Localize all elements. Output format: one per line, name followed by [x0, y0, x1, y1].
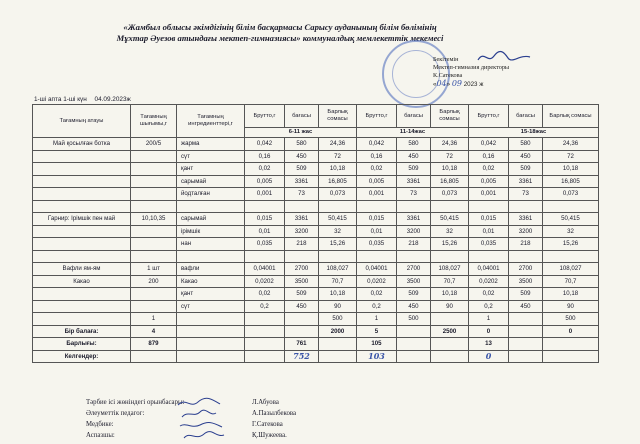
total-cell: [319, 250, 357, 263]
price-cell: [285, 313, 319, 326]
price-cell: 450: [285, 150, 319, 163]
header-price: бағасы: [509, 105, 543, 128]
gross-cell: [469, 200, 509, 213]
signature-role: Әлеуметтік педагог:: [86, 410, 145, 417]
price-cell: 509: [509, 163, 543, 176]
gross-cell: 0,005: [357, 175, 397, 188]
signature-role: Тәрбие ісі жөніндегі орынбасары:: [86, 399, 185, 406]
age-group-1: 6-11 жас: [245, 128, 357, 138]
gross-cell: 0,2: [245, 300, 285, 313]
table-row: [33, 263, 599, 276]
signature-name: Қ.Шужеева.: [252, 432, 287, 439]
signature-name: Г.Сатекова: [252, 421, 283, 428]
menu-table: [32, 104, 599, 363]
dish-cell: [33, 313, 131, 326]
total-cell: 16,805: [543, 175, 599, 188]
gross-cell: [245, 313, 285, 326]
approval-date-month: 09: [451, 79, 462, 88]
total-cell: 108,027: [543, 263, 599, 276]
price-cell: 3361: [509, 175, 543, 188]
price-cell: 450: [285, 300, 319, 313]
gross-cell: [245, 200, 285, 213]
total-cell: 72: [431, 150, 469, 163]
price-cell: 580: [285, 138, 319, 151]
gross-cell: 0,16: [357, 150, 397, 163]
gross-cell: 0,001: [357, 188, 397, 201]
yield-cell: [131, 188, 177, 201]
price-cell: 218: [397, 238, 431, 251]
total-label: Барлығы:: [33, 338, 131, 351]
gross-cell: 0,04001: [357, 263, 397, 276]
day-date: 04.09.2023ж: [94, 96, 131, 103]
approval-date-day: 04: [436, 79, 447, 88]
gross-cell: 0,0202: [469, 275, 509, 288]
price-cell: 509: [285, 288, 319, 301]
total-cell: 72: [543, 150, 599, 163]
total-cell: 15,26: [431, 238, 469, 251]
price-cell: 3200: [397, 225, 431, 238]
total-cell: 50,415: [431, 213, 469, 226]
approval-date-year: 2023 ж: [463, 81, 484, 88]
header-line-2: Мұхтар Әуезов атындағы мектеп-гимназиясы» коммуналдық мемлекеттік мекемесі: [116, 33, 444, 43]
per-child-value: 2000: [319, 325, 357, 338]
price-cell: 450: [509, 150, 543, 163]
approval-title: Бекітемін: [433, 56, 459, 63]
table-row: [33, 275, 599, 288]
price-cell: 218: [285, 238, 319, 251]
price-cell: 509: [509, 288, 543, 301]
price-cell: 3361: [397, 175, 431, 188]
total-cell: [431, 313, 469, 326]
total-cell: 24,36: [543, 138, 599, 151]
total-cell: 90: [543, 300, 599, 313]
yield-cell: 200: [131, 275, 177, 288]
ingredient-cell: жарма: [177, 138, 245, 151]
table-row: [33, 288, 599, 301]
yield-cell: 1: [131, 313, 177, 326]
total-cell: [319, 200, 357, 213]
day-label: 1-ші апта 1-ші күн: [34, 96, 87, 103]
gross-cell: 0,0202: [245, 275, 285, 288]
total-cell: [543, 250, 599, 263]
price-cell: 73: [285, 188, 319, 201]
yield-cell: [131, 250, 177, 263]
price-cell: 450: [397, 300, 431, 313]
price-cell: 3200: [285, 225, 319, 238]
ingredient-cell: сарымай: [177, 175, 245, 188]
price-cell: 3200: [509, 225, 543, 238]
price-cell: [285, 250, 319, 263]
total-cell: [543, 200, 599, 213]
gross-cell: 0,042: [245, 138, 285, 151]
ingredient-cell: сүт: [177, 150, 245, 163]
gross-cell: 0,02: [357, 288, 397, 301]
total-cell: [431, 200, 469, 213]
price-cell: [509, 200, 543, 213]
approval-position: Мектеп-гимназия директоры: [433, 64, 510, 71]
total-cell: 10,18: [319, 163, 357, 176]
ingredient-cell: нан: [177, 238, 245, 251]
gross-cell: [469, 250, 509, 263]
total-cell: 0,073: [431, 188, 469, 201]
dish-cell: Какао: [33, 275, 131, 288]
header-gross: Брутто,г: [357, 105, 397, 128]
document-header: [60, 22, 500, 44]
gross-cell: 0,01: [357, 225, 397, 238]
price-cell: 2700: [397, 263, 431, 276]
price-cell: 218: [509, 238, 543, 251]
table-row: [33, 163, 599, 176]
dish-cell: [33, 225, 131, 238]
table-row: [33, 150, 599, 163]
gross-cell: 0,02: [245, 288, 285, 301]
total-cell: 70,7: [319, 275, 357, 288]
attendance-handwritten: 752: [285, 350, 319, 363]
dish-cell: [33, 300, 131, 313]
gross-cell: 0,02: [245, 163, 285, 176]
header-line-1: «Жамбыл облысы әкімдігінің білім басқармасы Сарысу ауданының білім бөлімінің: [123, 22, 437, 32]
yield-cell: [131, 288, 177, 301]
handwritten-signature: [176, 430, 236, 442]
per-child-value: 5: [357, 325, 397, 338]
gross-cell: 0,035: [469, 238, 509, 251]
header-total: Барлық сомасы: [543, 105, 599, 128]
dish-cell: [33, 188, 131, 201]
total-value: 13: [469, 338, 509, 351]
gross-cell: 1: [469, 313, 509, 326]
total-cell: 500: [543, 313, 599, 326]
gross-cell: 0,015: [469, 213, 509, 226]
total-cell: 90: [431, 300, 469, 313]
ingredient-cell: [177, 200, 245, 213]
header-price: бағасы: [397, 105, 431, 128]
total-cell: 90: [319, 300, 357, 313]
yield-cell: [131, 300, 177, 313]
table-row: [33, 213, 599, 226]
gross-cell: 0,001: [245, 188, 285, 201]
dish-cell: [33, 250, 131, 263]
per-child-value: 0: [543, 325, 599, 338]
price-cell: 509: [397, 163, 431, 176]
total-cell: [431, 250, 469, 263]
price-cell: [397, 250, 431, 263]
menu-body: [33, 138, 599, 363]
price-cell: 3361: [397, 213, 431, 226]
total-value: 105: [357, 338, 397, 351]
gross-cell: 0,16: [245, 150, 285, 163]
price-cell: 3361: [285, 213, 319, 226]
attendance-label: Келгендер:: [33, 350, 131, 363]
attendance-handwritten: 103: [357, 350, 397, 363]
price-cell: 500: [397, 313, 431, 326]
gross-cell: 0,001: [469, 188, 509, 201]
signature-role: Медбике:: [86, 421, 114, 428]
gross-cell: 0,042: [469, 138, 509, 151]
gross-cell: 0,2: [469, 300, 509, 313]
header-dish: Тағамның атауы: [33, 105, 131, 138]
total-cell: 0,073: [543, 188, 599, 201]
gross-cell: 0,0202: [357, 275, 397, 288]
price-cell: 450: [509, 300, 543, 313]
table-header-row: [33, 105, 599, 128]
ingredient-cell: вафли: [177, 263, 245, 276]
per-child-row: [33, 325, 599, 338]
price-cell: [397, 200, 431, 213]
gross-cell: 0,015: [357, 213, 397, 226]
ingredient-cell: Какао: [177, 275, 245, 288]
dish-cell: [33, 150, 131, 163]
table-row: [33, 200, 599, 213]
total-cell: 70,7: [543, 275, 599, 288]
total-cell: 32: [431, 225, 469, 238]
price-cell: 509: [285, 163, 319, 176]
header-gross: Брутто,г: [245, 105, 285, 128]
total-cell: 108,027: [319, 263, 357, 276]
total-cell: 24,36: [319, 138, 357, 151]
table-row: [33, 175, 599, 188]
total-value: 761: [285, 338, 319, 351]
per-child-value: 4: [131, 325, 177, 338]
gross-cell: [357, 250, 397, 263]
attendance-row: [33, 350, 599, 363]
yield-cell: 10,10,35: [131, 213, 177, 226]
total-cell: 10,18: [319, 288, 357, 301]
table-row: [33, 188, 599, 201]
header-price: бағасы: [285, 105, 319, 128]
dish-cell: Гарнир: Ірімшік пен май: [33, 213, 131, 226]
gross-cell: 0,01: [469, 225, 509, 238]
header-total: Барлық сомасы: [431, 105, 469, 128]
price-cell: 580: [397, 138, 431, 151]
total-cell: 24,36: [431, 138, 469, 151]
price-cell: 3361: [285, 175, 319, 188]
price-cell: 3500: [509, 275, 543, 288]
total-cell: 500: [319, 313, 357, 326]
dish-cell: [33, 200, 131, 213]
header-total: Барлық сомасы: [319, 105, 357, 128]
total-cell: 16,805: [319, 175, 357, 188]
yield-cell: [131, 200, 177, 213]
dish-cell: Вафли ям-ям: [33, 263, 131, 276]
price-cell: 450: [397, 150, 431, 163]
gross-cell: 0,2: [357, 300, 397, 313]
total-cell: 15,26: [543, 238, 599, 251]
gross-cell: 0,16: [469, 150, 509, 163]
approval-director: К.Сатекова: [433, 72, 463, 79]
total-cell: 16,805: [431, 175, 469, 188]
signature-name: А.Пазылбекова: [252, 410, 297, 417]
total-cell: 72: [319, 150, 357, 163]
header-ingredient: Тағамның ингредиенттері,г: [177, 105, 245, 138]
price-cell: 3500: [397, 275, 431, 288]
total-cell: 50,415: [543, 213, 599, 226]
table-row: [33, 300, 599, 313]
yield-cell: [131, 225, 177, 238]
yield-cell: [131, 163, 177, 176]
ingredient-cell: [177, 250, 245, 263]
dish-cell: [33, 288, 131, 301]
yield-cell: 200/5: [131, 138, 177, 151]
signature-name: Л.Абуова: [252, 399, 279, 406]
dish-cell: [33, 175, 131, 188]
dish-cell: [33, 163, 131, 176]
ingredient-cell: сарымай: [177, 213, 245, 226]
dish-cell: [33, 238, 131, 251]
price-cell: 580: [509, 138, 543, 151]
table-row: [33, 138, 599, 151]
total-cell: 32: [543, 225, 599, 238]
age-group-3: 15-18жас: [469, 128, 599, 138]
gross-cell: 0,04001: [469, 263, 509, 276]
total-cell: 15,26: [319, 238, 357, 251]
total-cell: 10,18: [431, 163, 469, 176]
ingredient-cell: қант: [177, 288, 245, 301]
gross-cell: 0,02: [357, 163, 397, 176]
gross-cell: 0,015: [245, 213, 285, 226]
dish-cell: Май қосылған ботка: [33, 138, 131, 151]
signature-role: Аспазшы:: [86, 432, 115, 439]
total-cell: 32: [319, 225, 357, 238]
price-cell: [285, 200, 319, 213]
gross-cell: 0,04001: [245, 263, 285, 276]
total-cell: 108,027: [431, 263, 469, 276]
price-cell: [509, 313, 543, 326]
total-cell: 70,7: [431, 275, 469, 288]
gross-cell: [245, 250, 285, 263]
price-cell: 73: [397, 188, 431, 201]
table-row: [33, 225, 599, 238]
total-cell: 10,18: [543, 163, 599, 176]
total-cell: 50,415: [319, 213, 357, 226]
gross-cell: 0,005: [245, 175, 285, 188]
table-row: [33, 238, 599, 251]
table-row: [33, 250, 599, 263]
price-cell: 3500: [285, 275, 319, 288]
price-cell: 73: [509, 188, 543, 201]
total-cell: 10,18: [431, 288, 469, 301]
gross-cell: 0,01: [245, 225, 285, 238]
approval-date: «04» 09 2023 ж: [433, 79, 484, 88]
total-cell: 10,18: [543, 288, 599, 301]
gross-cell: 0,005: [469, 175, 509, 188]
header-yield: Тағамның шығымы,г: [131, 105, 177, 138]
age-group-2: 11-14жас: [357, 128, 469, 138]
gross-cell: [357, 200, 397, 213]
gross-cell: 0,02: [469, 288, 509, 301]
ingredient-cell: [177, 313, 245, 326]
total-value: 879: [131, 338, 177, 351]
yield-cell: [131, 238, 177, 251]
header-gross: Брутто,г: [469, 105, 509, 128]
price-cell: [509, 250, 543, 263]
ingredient-cell: сүт: [177, 300, 245, 313]
price-cell: 509: [397, 288, 431, 301]
price-cell: 3361: [509, 213, 543, 226]
table-row: [33, 313, 599, 326]
ingredient-cell: йодталған: [177, 188, 245, 201]
gross-cell: 0,035: [245, 238, 285, 251]
price-cell: 2700: [285, 263, 319, 276]
per-child-label: Бір балаға:: [33, 325, 131, 338]
yield-cell: 1 шт: [131, 263, 177, 276]
attendance-handwritten: 0: [469, 350, 509, 363]
gross-cell: 0,035: [357, 238, 397, 251]
per-child-value: 2500: [431, 325, 469, 338]
gross-cell: 0,042: [357, 138, 397, 151]
ingredient-cell: қант: [177, 163, 245, 176]
ingredient-cell: ірімшік: [177, 225, 245, 238]
day-info: [34, 96, 137, 103]
gross-cell: 1: [357, 313, 397, 326]
gross-cell: 0,02: [469, 163, 509, 176]
price-cell: 2700: [509, 263, 543, 276]
per-child-value: 0: [469, 325, 509, 338]
total-cell: 0,073: [319, 188, 357, 201]
yield-cell: [131, 175, 177, 188]
yield-cell: [131, 150, 177, 163]
total-row: [33, 338, 599, 351]
approval-block: [433, 56, 593, 89]
